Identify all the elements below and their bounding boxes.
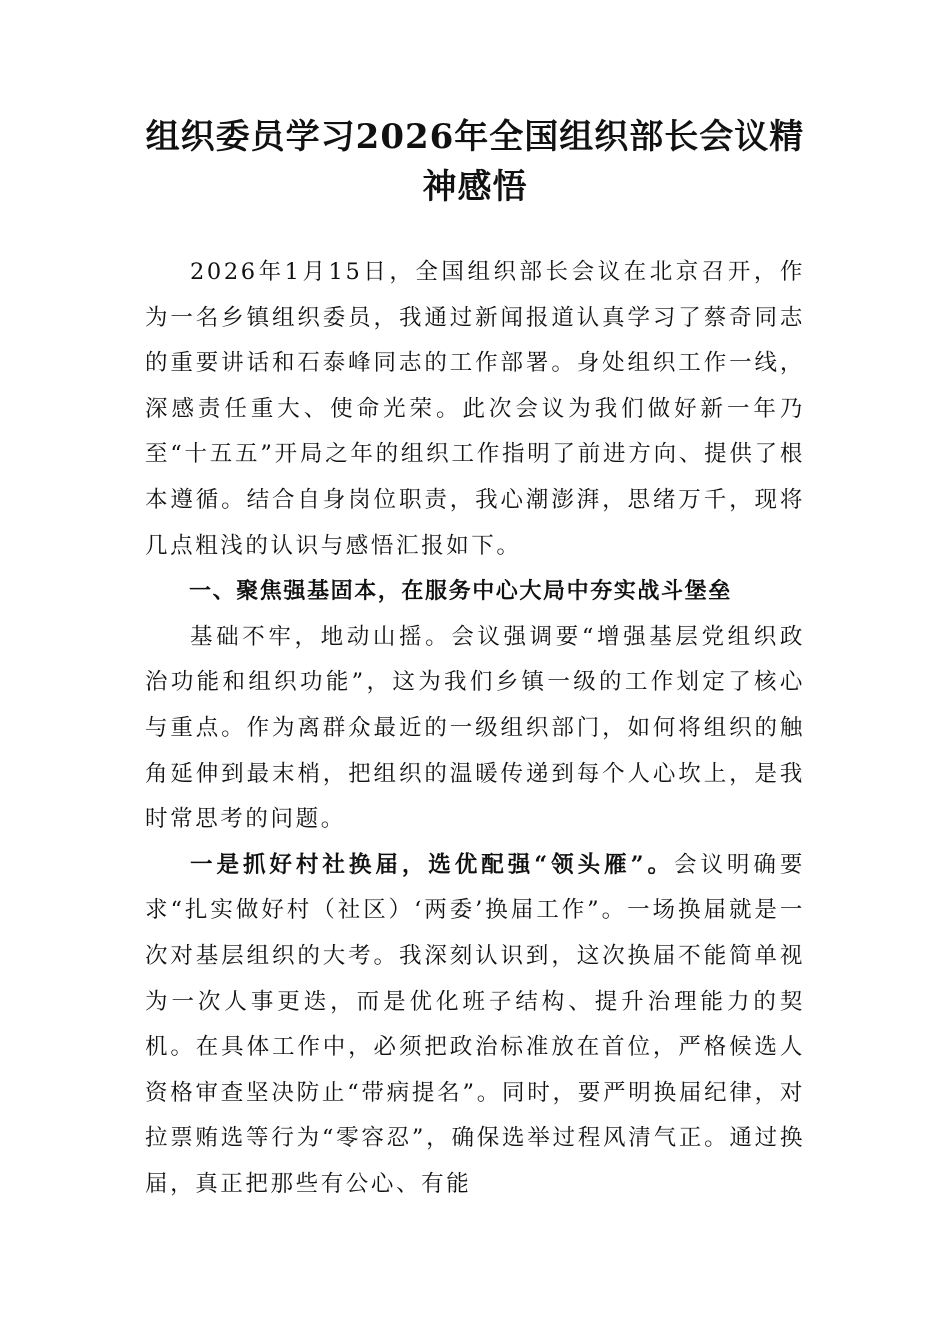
point-paragraph bbox=[145, 843, 805, 1208]
point-text: 会议明确要求“扎实做好村（社区）‘两委’换届工作”。一场换届就是一次对基层组织的大考。我深刻认识到，这次换届不能简单视为一次人事更迭，而是优化班子结构、提升治理能力的契机。在具体工作中，必须把政治标准放在首位，严格候选人资格审查坚决防止“带病提名”。同时，要严明换届纪律，对拉票贿选等行为“零容忍”，确保选举过程风清气正。通过换届，真正把那些有公心、有能 bbox=[145, 851, 805, 1197]
section-paragraph: 基础不牢，地动山摇。会议强调要“增强基层党组织政治功能和组织功能”，这为我们乡镇一级的工作划定了核心与重点。作为离群众最近的一级组织部门，如何将组织的触角延伸到最末梢，把组织的温暖传递到每个人心坎上，是我时常思考的问题。 bbox=[145, 623, 805, 833]
document-title: 组织委员学习2026年全国组织部长会议精神感悟 bbox=[145, 117, 805, 207]
intro-paragraph: 2026年1月15日，全国组织部长会议在北京召开，作为一名乡镇组织委员，我通过新闻报道认真学习了蔡奇同志的重要讲话和石泰峰同志的工作部署。身处组织工作一线，深感责任重大、使命光荣。此次会议为我们做好新一年乃至“十五五”开局之年的组织工作指明了前进方向、提供了根本遵循。结合自身岗位职责，我心潮澎湃，思绪万千，现将几点粗浅的认识与感悟汇报如下。 bbox=[145, 259, 805, 559]
point-lead: 一是抓好村社换届，选优配强“领头雁”。 bbox=[190, 851, 674, 878]
document-body bbox=[145, 250, 805, 1207]
section-heading: 一、聚焦强基固本，在服务中心大局中夯实战斗堡垒 bbox=[189, 579, 732, 605]
